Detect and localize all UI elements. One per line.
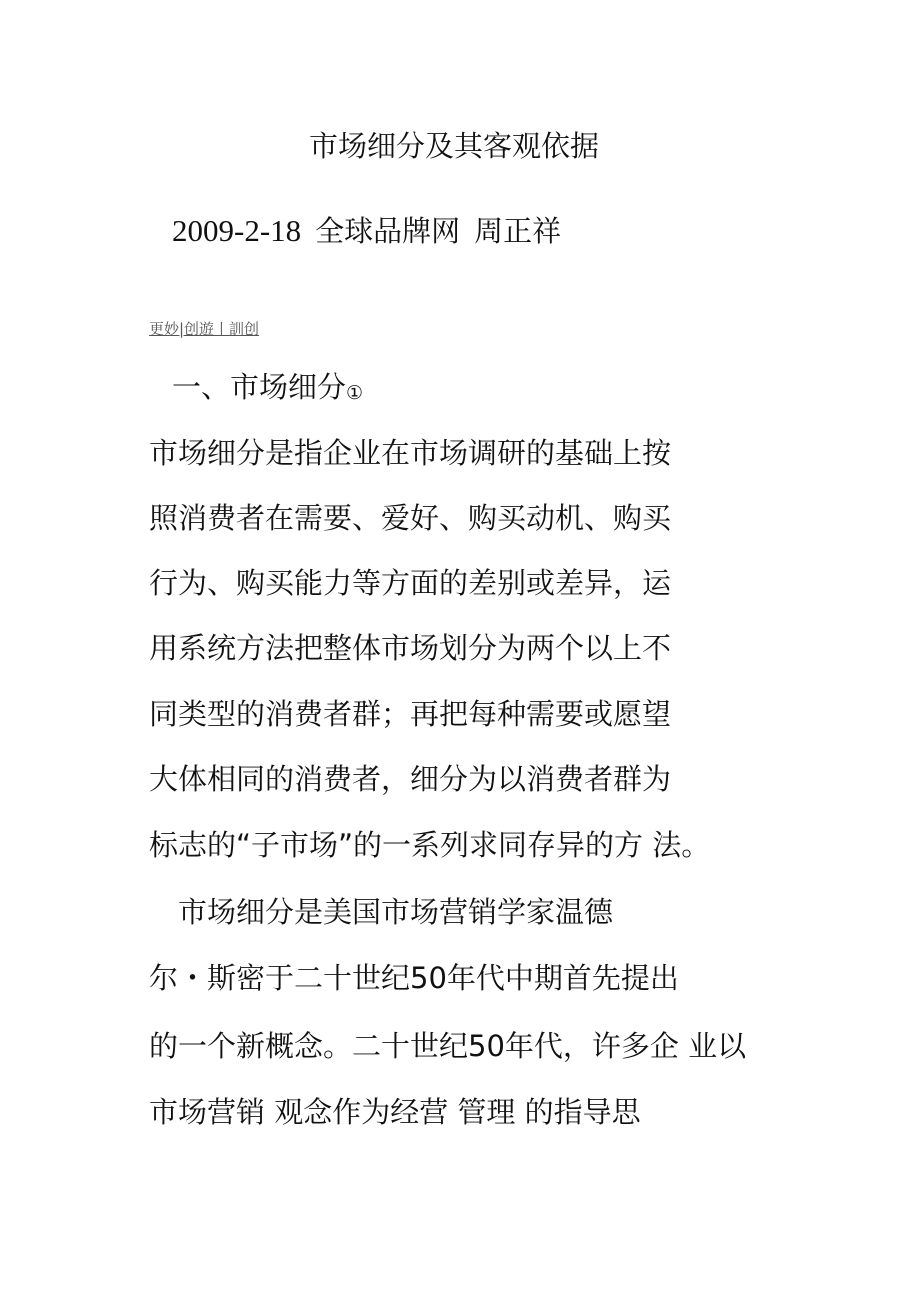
section-heading-text: 一、市场细分	[172, 370, 347, 404]
paragraph-line: 行为、购买能力等方面的差别或差异，运	[149, 566, 672, 600]
paragraph-line: 标志的“子市场”的一系列求同存异的方 法。	[149, 828, 711, 862]
author-name: 周正祥	[474, 214, 562, 248]
paragraph-line: 市场营销 观念作为经营 管理 的指导思	[149, 1095, 641, 1129]
source-site: 全球品牌网	[315, 214, 461, 248]
paragraph-line: 市场细分是指企业在市场调研的基础上按	[149, 436, 672, 470]
paragraph-line: 同类型的消费者群；再把每种需要或愿望	[149, 697, 672, 731]
paragraph-line: 大体相同的消费者，细分为以消费者群为	[149, 762, 672, 796]
paragraph-line: 的一个新概念。二十世纪50年代，许多企 业以	[149, 1029, 747, 1063]
document-title: 市场细分及其客观依据	[309, 129, 600, 163]
paragraph-line: 用系统方法把整体市场划分为两个以上不	[149, 631, 672, 665]
paragraph-line: 市场细分是美国市场营销学家温德	[178, 895, 614, 929]
header-link[interactable]: 更妙|创遊丨訓创	[149, 320, 260, 338]
byline	[172, 211, 561, 251]
paragraph-line: 尔・斯密于二十世纪50年代中期首先提出	[149, 961, 679, 995]
footnote-marker: ①	[346, 382, 364, 404]
section-heading	[172, 367, 363, 413]
publish-date: 2009-2-18	[172, 213, 302, 248]
paragraph-line: 照消费者在需要、爱好、购买动机、购买	[149, 501, 672, 535]
